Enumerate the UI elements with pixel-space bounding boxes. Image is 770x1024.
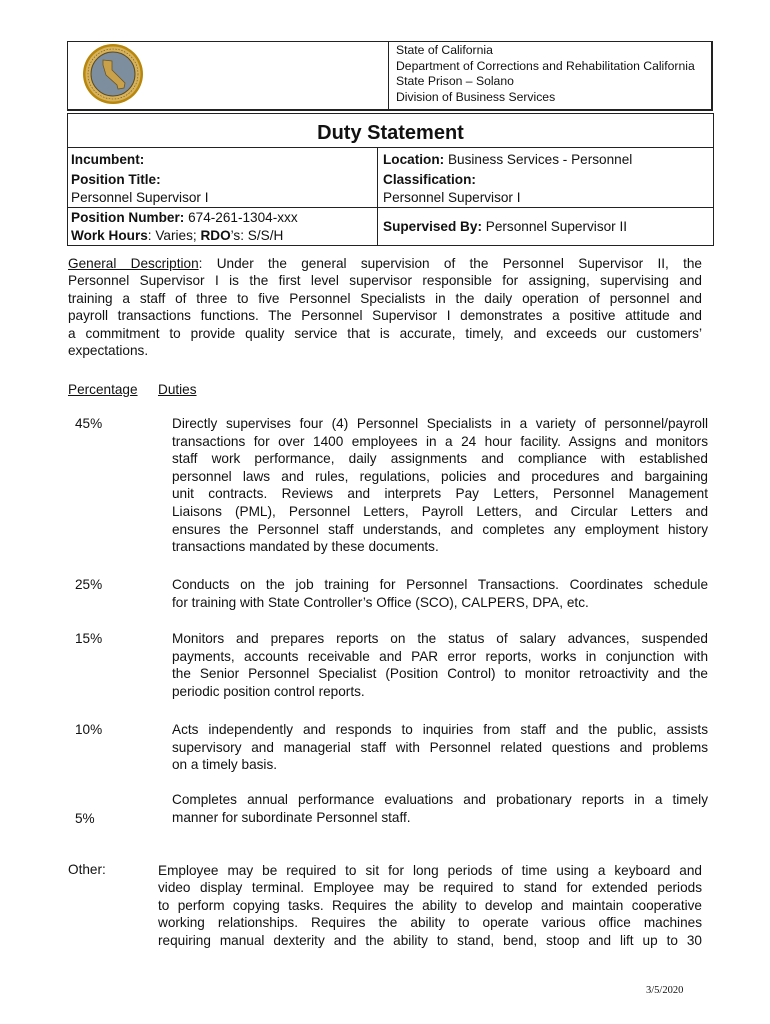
incumbent-label: Incumbent: — [71, 152, 145, 167]
duty-line: ensures the Personnel staff understands, and completes any employment history — [172, 521, 708, 537]
duty-line: for training with State Controller’s Office (SCO), CALPERS, DPA, etc. — [172, 594, 589, 610]
duty-text — [172, 630, 708, 700]
location-cell — [383, 151, 632, 168]
duty-line: transactions for over 1400 employees in a 24 hour facility. Assigns and monitors — [172, 433, 708, 449]
duty-line: Completes annual performance evaluations and probationary reports in a timely — [172, 792, 708, 807]
position-number-value: 674-261-1304-xxx — [188, 210, 298, 225]
position-title-value: Personnel Supervisor I — [71, 190, 209, 205]
table-rule — [67, 207, 714, 208]
rdo-value: ’s: S/S/H — [230, 228, 284, 243]
duty-line: periodic position control reports. — [172, 683, 365, 699]
duty-text — [172, 721, 708, 774]
position-number-label: Position Number: — [71, 210, 185, 225]
duty-percent: 10% — [75, 722, 103, 737]
other-line: requiring manual dexterity and the ability to stand, bend, stoop and lift up to 30 — [158, 932, 702, 948]
work-hours-label: Work Hours — [71, 228, 148, 243]
other-line: to perform copying tasks. Requires the ability to develop and maintain cooperative — [158, 897, 702, 913]
duty-line: supervisory and managerial staff with Personnel related questions and problems — [172, 739, 708, 755]
duty-text — [172, 791, 708, 826]
table-column-divider — [377, 147, 378, 246]
classification-label: Classification: — [383, 172, 476, 187]
duty-line: Monitors and prepares reports on the status of salary advances, suspended — [172, 631, 708, 646]
table-rule — [67, 147, 714, 148]
header-divider — [388, 41, 389, 111]
duty-percent: 25% — [75, 577, 103, 592]
work-hours-value: : Varies; — [147, 228, 197, 243]
duty-line: payments, accounts receivable and PAR error reports, works in conjunction with — [172, 648, 708, 664]
percentage-header: Percentage — [68, 382, 138, 397]
supervised-by-value: Personnel Supervisor II — [485, 219, 628, 234]
duty-line: personnel laws and rules, regulations, policies and procedures and bargaining — [172, 468, 708, 484]
other-line: working relationships. Requires the ability to operate various office machines — [158, 915, 702, 931]
duty-line: Directly supervises four (4) Personnel Specialists in a variety of personnel/payroll — [172, 416, 708, 431]
general-description — [68, 255, 702, 359]
duty-line: the Senior Personnel Specialist (Position Control) to monitor retroactivity and the — [172, 666, 708, 682]
general-description-line: a commitment to provide quality service that is accurate, timely, and exceeds our customers’ — [68, 325, 702, 341]
classification-value: Personnel Supervisor I — [383, 190, 521, 205]
general-description-line: Personnel Supervisor I is the first level supervisor responsible for assigning, supervising and — [68, 273, 702, 289]
duty-line: Liaisons (PML), Personnel Letters, Payroll Letters, and Circular Letters and — [172, 503, 708, 519]
location-label: Location: — [383, 152, 445, 167]
footer-date: 3/5/2020 — [646, 985, 684, 996]
other-line: video display terminal. Employee may be required to stand for extended periods — [158, 880, 702, 896]
duty-line: unit contracts. Reviews and interprets Pay Letters, Personnel Management — [172, 486, 708, 502]
duty-text — [172, 415, 708, 556]
document-title: Duty Statement — [317, 122, 464, 144]
rdo-label: RDO — [200, 228, 231, 243]
position-number-cell — [71, 209, 298, 226]
duty-percent: 45% — [75, 416, 103, 431]
agency-line: Division of Business Services — [396, 89, 556, 104]
general-description-line: payroll transactions functions. The Personnel Supervisor I demonstrates a positive attitude and — [68, 308, 702, 324]
duty-text — [172, 576, 708, 611]
general-description-line: General Description: Under the general supervision of the Personnel Supervisor II, the — [68, 256, 702, 271]
location-value: Business Services - Personnel — [447, 152, 633, 167]
agency-line: State of California — [396, 43, 493, 57]
duty-line: staff work performance, daily assignments and compliance with established — [172, 451, 708, 467]
work-hours-cell — [71, 227, 283, 244]
general-description-label: General Description — [68, 256, 199, 271]
supervised-by-label: Supervised By: — [383, 219, 482, 234]
general-description-line: training a staff of three to five Personnel Specialists in the daily operation of personnel and — [68, 290, 702, 306]
position-title-label: Position Title: — [71, 172, 161, 187]
california-state-seal-icon — [82, 43, 144, 105]
other-label: Other: — [68, 862, 106, 877]
other-line: Employee may be required to sit for long periods of time using a keyboard and — [158, 863, 702, 878]
duty-line: Acts independently and responds to inquiries from staff and the public, assists — [172, 722, 708, 737]
duty-line: Conducts on the job training for Personnel Transactions. Coordinates schedule — [172, 577, 708, 592]
supervised-by-cell — [383, 218, 627, 235]
duties-header: Duties — [158, 382, 197, 397]
duty-line: manner for subordinate Personnel staff. — [172, 809, 411, 825]
general-description-line: expectations. — [68, 343, 149, 359]
duty-line: transactions mandated by these documents. — [172, 539, 439, 555]
duty-percent: 15% — [75, 631, 103, 646]
duty-line: on a timely basis. — [172, 757, 278, 773]
agency-line: Department of Corrections and Rehabilitation California — [396, 58, 695, 73]
other-text — [158, 862, 702, 949]
agency-block — [396, 43, 695, 105]
agency-line: State Prison – Solano — [396, 74, 514, 88]
duty-percent: 5% — [75, 811, 95, 826]
